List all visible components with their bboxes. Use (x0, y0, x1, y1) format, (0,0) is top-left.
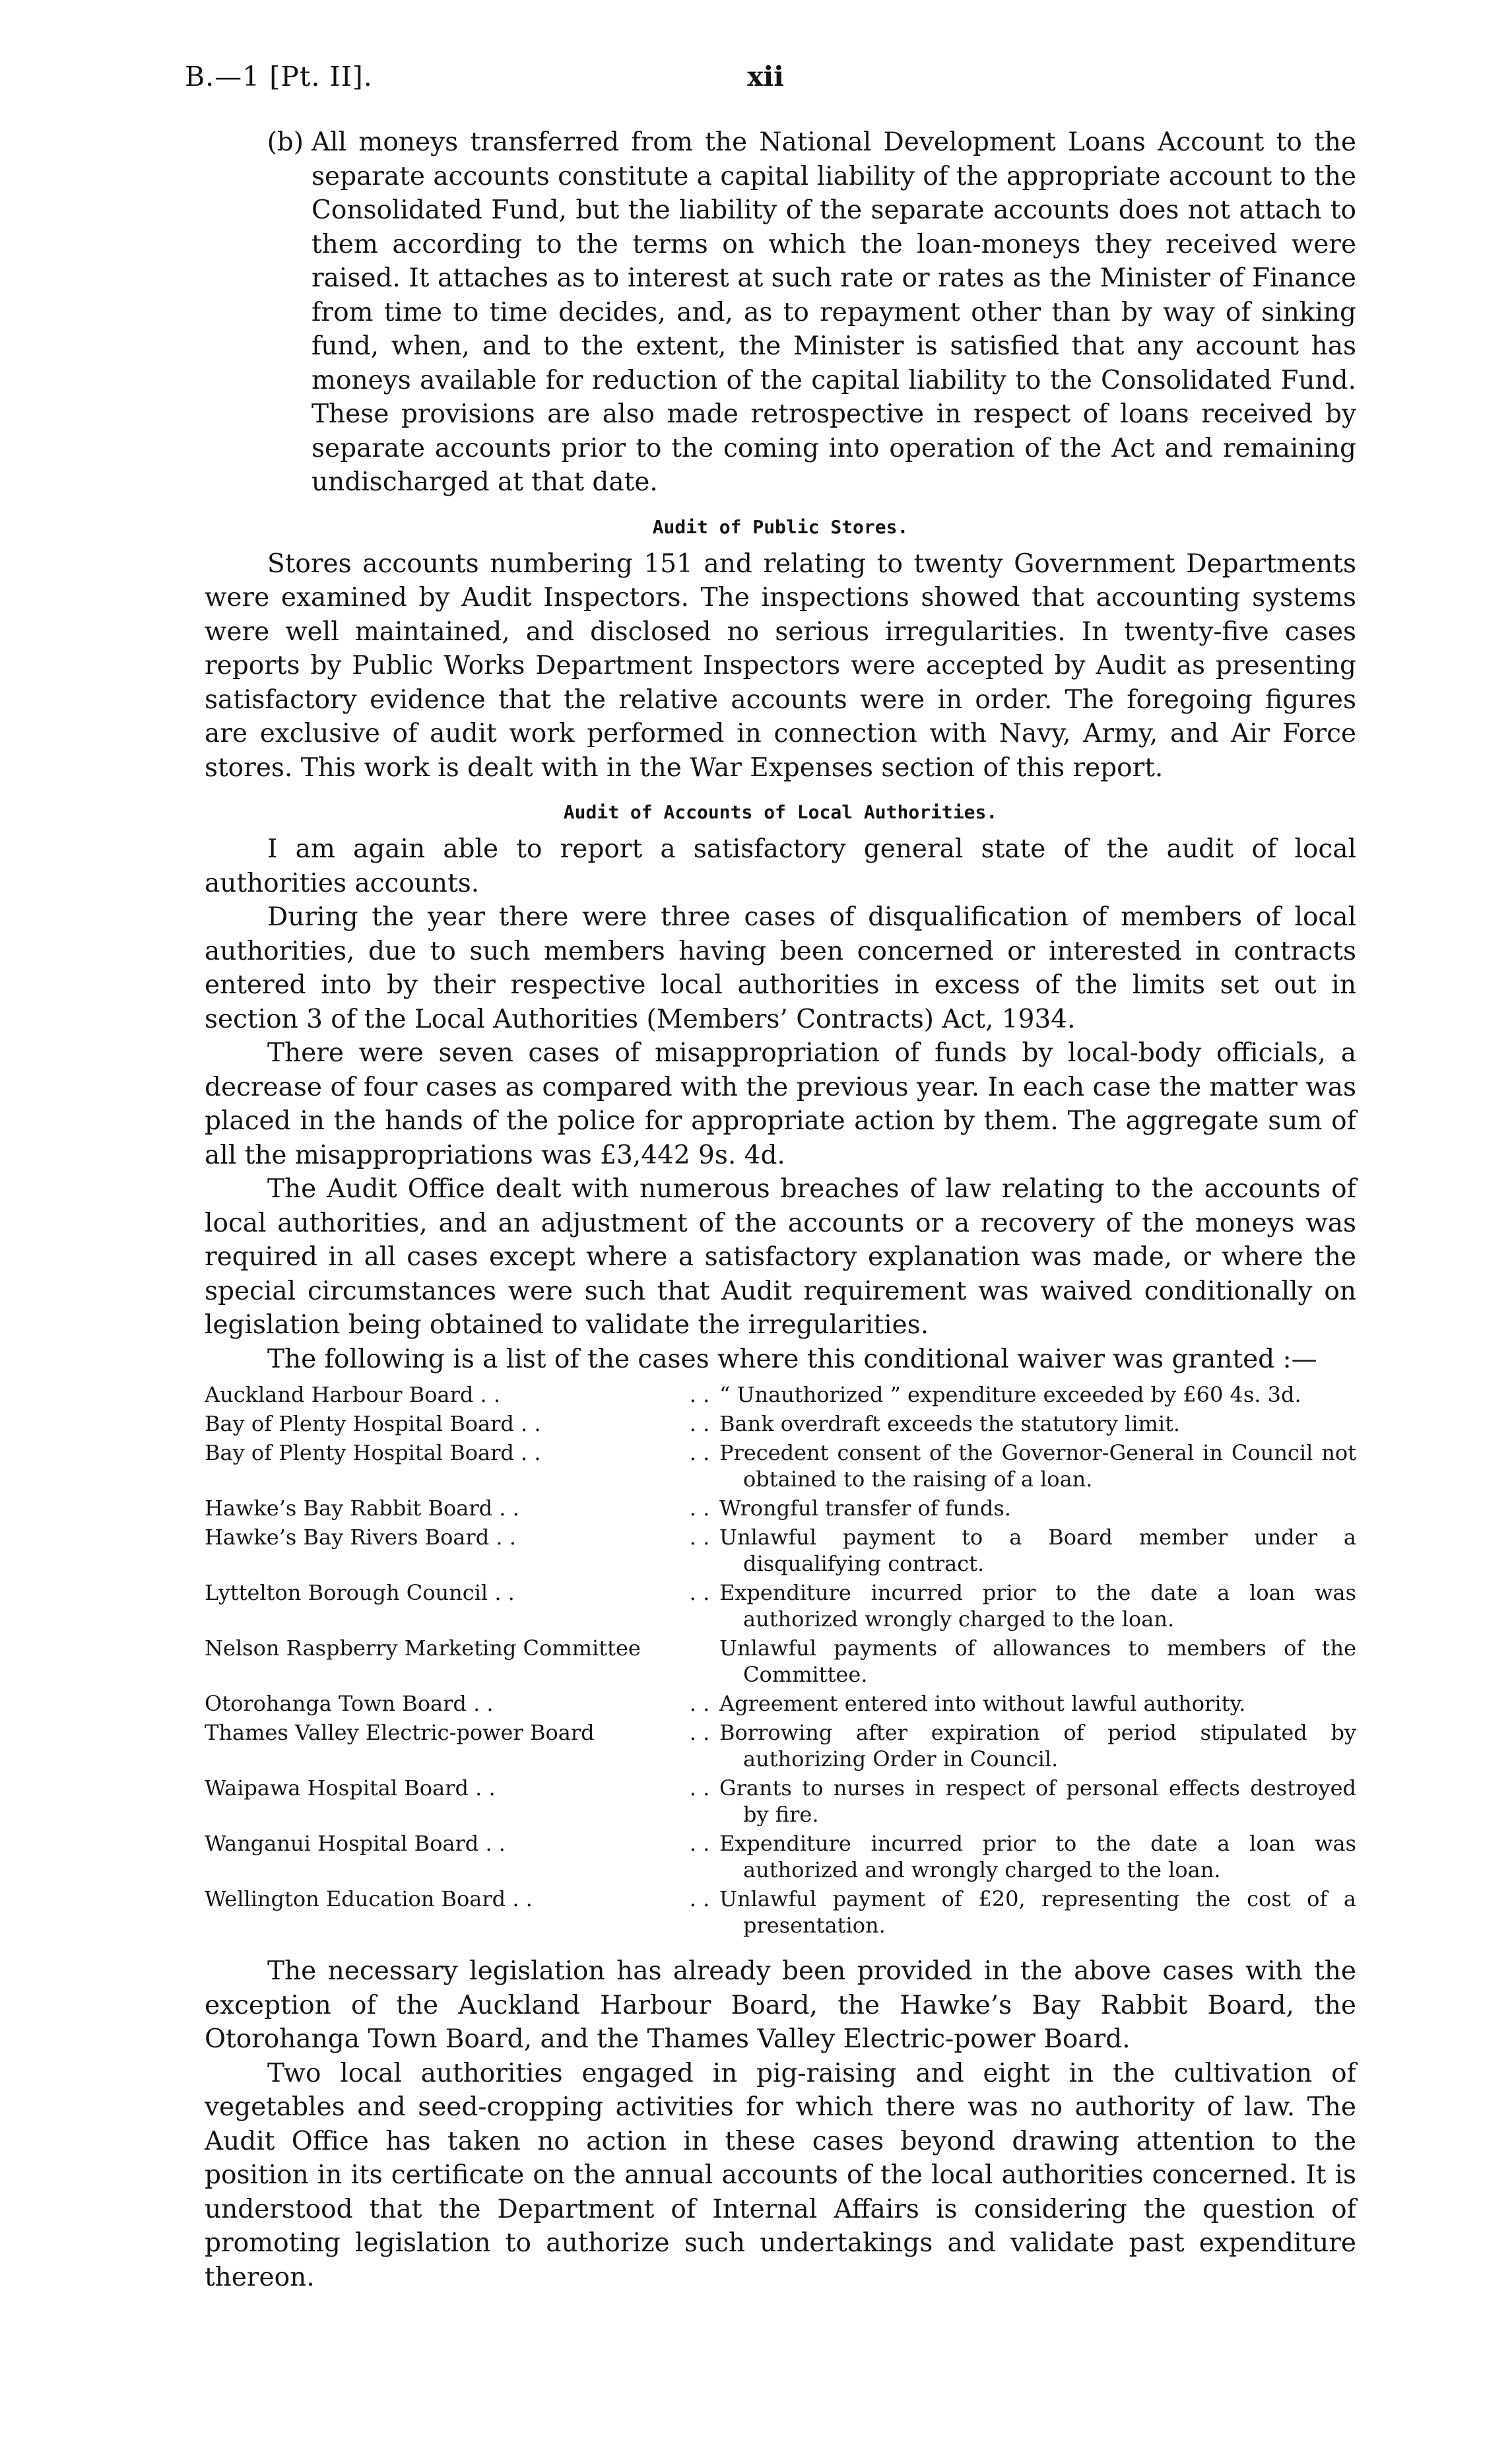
case-row (205, 1775, 1356, 1828)
case-authority: Wanganui Hospital Board . . (205, 1831, 506, 1856)
case-row (205, 1381, 1356, 1408)
heading-audit-public-stores: Audit of Public Stores. (652, 515, 909, 538)
closing-section (205, 1954, 1356, 2294)
case-authority: Auckland Harbour Board . . (205, 1382, 501, 1407)
closing-paragraph-2: Two local authorities engaged in pig-raising and eight in the cultivation of vegetables and seed-cropping activities for which there was no authority of law. The Audit Office has taken no action in these cases beyond drawing attention to the position in its certificate on the annual accounts of the local authorities concerned. It is understood that the Department of Internal Affairs is considering the question of promoting legislation to authorize such undertakings and validate past expenditure thereon. (205, 2058, 1356, 2292)
case-description: Bank overdraft exceeds the statutory limit. (719, 1411, 1181, 1436)
closing-paragraph-1: The necessary legislation has already been provided in the above cases with the exception of the Auckland Harbour Board, the Hawke’s Bay Rabbit Board, the Otorohanga Town Board, and the Thames Valley Electric-power Board. (205, 1956, 1356, 2054)
case-leader-dots: . . (689, 1775, 710, 1801)
case-description: Agreement entered into without lawful authority. (719, 1691, 1246, 1716)
case-description: Unlawful payments of allowances to members of the Committee. (719, 1636, 1356, 1687)
case-authority: Otorohanga Town Board . . (205, 1691, 494, 1716)
case-authority: Waipawa Hospital Board . . (205, 1775, 496, 1801)
case-description: “ Unauthorized ” expenditure exceeded by £60 4s. 3d. (719, 1382, 1301, 1407)
heading-audit-local-authorities: Audit of Accounts of Local Authorities. (563, 801, 998, 823)
document-reference: B.—1 [Pt. II]. (185, 61, 373, 92)
case-leader-dots: . . (689, 1580, 710, 1605)
case-row (205, 1886, 1356, 1938)
case-row (205, 1690, 1356, 1717)
case-row (205, 1439, 1356, 1492)
case-authority: Bay of Plenty Hospital Board . . (205, 1440, 541, 1465)
case-row (205, 1524, 1356, 1577)
case-row (205, 1635, 1356, 1688)
case-row (205, 1495, 1356, 1521)
case-row (205, 1410, 1356, 1437)
case-authority: Thames Valley Electric-power Board (205, 1720, 595, 1745)
page-body (205, 125, 1356, 2294)
case-leader-dots: . . (689, 1525, 710, 1550)
case-leader-dots (680, 1635, 719, 1688)
local-authorities-paragraph-2: During the year there were three cases of disqualification of members of local authorities, due to such members having been concerned or interested in contracts entered into by their respective local authorities in excess of the limits set out in section 3 of the Local Authorities (Members’ Contracts) Act, 1934. (205, 902, 1356, 1034)
case-authority: Nelson Raspberry Marketing Committee (205, 1636, 641, 1661)
case-description: Grants to nurses in respect of personal effects destroyed by fire. (719, 1775, 1356, 1827)
case-leader-dots: . . (689, 1382, 710, 1407)
case-leader-dots: . . (689, 1691, 710, 1716)
case-description: Wrongful transfer of funds. (719, 1496, 1011, 1521)
case-row (205, 1830, 1356, 1883)
local-authorities-paragraph-3: There were seven cases of misappropriation of funds by local-body officials, a decrease of four cases as compared with the previous year. In each case the matter was placed in the hands of the police for appropriate action by them. The aggregate sum of all the misappropriations was £3,442 9s. 4d. (205, 1038, 1356, 1170)
case-description: Expenditure incurred prior to the date a loan was authorized and wrongly charged to the loan. (719, 1831, 1356, 1882)
page-header (185, 61, 1346, 100)
case-authority: Hawke’s Bay Rivers Board . . (205, 1525, 516, 1550)
case-leader-dots: . . (689, 1440, 710, 1465)
case-leader-dots: . . (689, 1496, 710, 1521)
page-number: xii (747, 61, 784, 92)
case-leader-dots: . . (689, 1720, 710, 1745)
public-stores-paragraph: Stores accounts numbering 151 and relating to twenty Government Departments were examined by Audit Inspectors. The inspections showed that accounting systems were well maintained, and disclosed no serious irregularities. In twenty-five cases reports by Public Works Department Inspectors were accepted by Audit as presenting satisfactory evidence that the relative accounts were in order. The foregoing figures are exclusive of audit work performed in connection with Navy, Army, and Air Force stores. This work is dealt with in the War Expenses section of this report. (205, 548, 1356, 783)
case-row (205, 1579, 1356, 1632)
case-leader-dots: . . (689, 1886, 710, 1911)
case-authority: Bay of Plenty Hospital Board . . (205, 1411, 541, 1436)
case-authority: Hawke’s Bay Rabbit Board . . (205, 1496, 519, 1521)
case-row (205, 1719, 1356, 1772)
case-authority: Wellington Education Board . . (205, 1886, 533, 1911)
waiver-case-list (205, 1381, 1356, 1938)
case-leader-dots: . . (689, 1411, 710, 1436)
case-authority: Lyttelton Borough Council . . (205, 1580, 515, 1605)
case-description: Precedent consent of the Governor-General in Council not obtained to the raising of a loan. (719, 1440, 1356, 1492)
local-authorities-paragraph-4: The Audit Office dealt with numerous breaches of law relating to the accounts of local authorities, and an adjustment of the accounts or a recovery of the moneys was required in all cases except where a satisfactory explanation was made, or where the special circumstances were such that Audit requirement was waived conditionally on legislation being obtained to validate the irregularities. (205, 1174, 1356, 1340)
local-authorities-paragraph-1: I am again able to report a satisfactory general state of the audit of local authorities accounts. (205, 834, 1356, 898)
case-description: Unlawful payment to a Board member under a disqualifying contract. (719, 1525, 1356, 1576)
paragraph-b (267, 125, 1356, 500)
case-description: Borrowing after expiration of period stipulated by authorizing Order in Council. (719, 1720, 1356, 1771)
paragraph-b-label: (b) (267, 127, 304, 157)
local-authorities-paragraph-5: The following is a list of the cases where this conditional waiver was granted :— (267, 1344, 1317, 1374)
case-description: Unlawful payment of £20, representing the cost of a presentation. (719, 1886, 1356, 1938)
case-leader-dots: . . (689, 1831, 710, 1856)
paragraph-b-text: All moneys transferred from the National Development Loans Account to the separate accounts constitute a capital liability of the appropriate account to the Consolidated Fund, but the liability of the separate accounts does not attach to them according to the terms on which the loan-moneys they received were raised. It attaches as to interest at such rate or rates as the Minister of Finance from time to time decides, and, as to repayment other than by way of sinking fund, when, and to the extent, the Minister is satisfied that any account has moneys available for reduction of the capital liability to the Consolidated Fund. These provisions are also made retrospective in respect of loans received by separate accounts prior to the coming into operation of the Act and remaining undischarged at that date. (312, 127, 1356, 497)
case-description: Expenditure incurred prior to the date a loan was authorized wrongly charged to the loan. (719, 1580, 1356, 1632)
